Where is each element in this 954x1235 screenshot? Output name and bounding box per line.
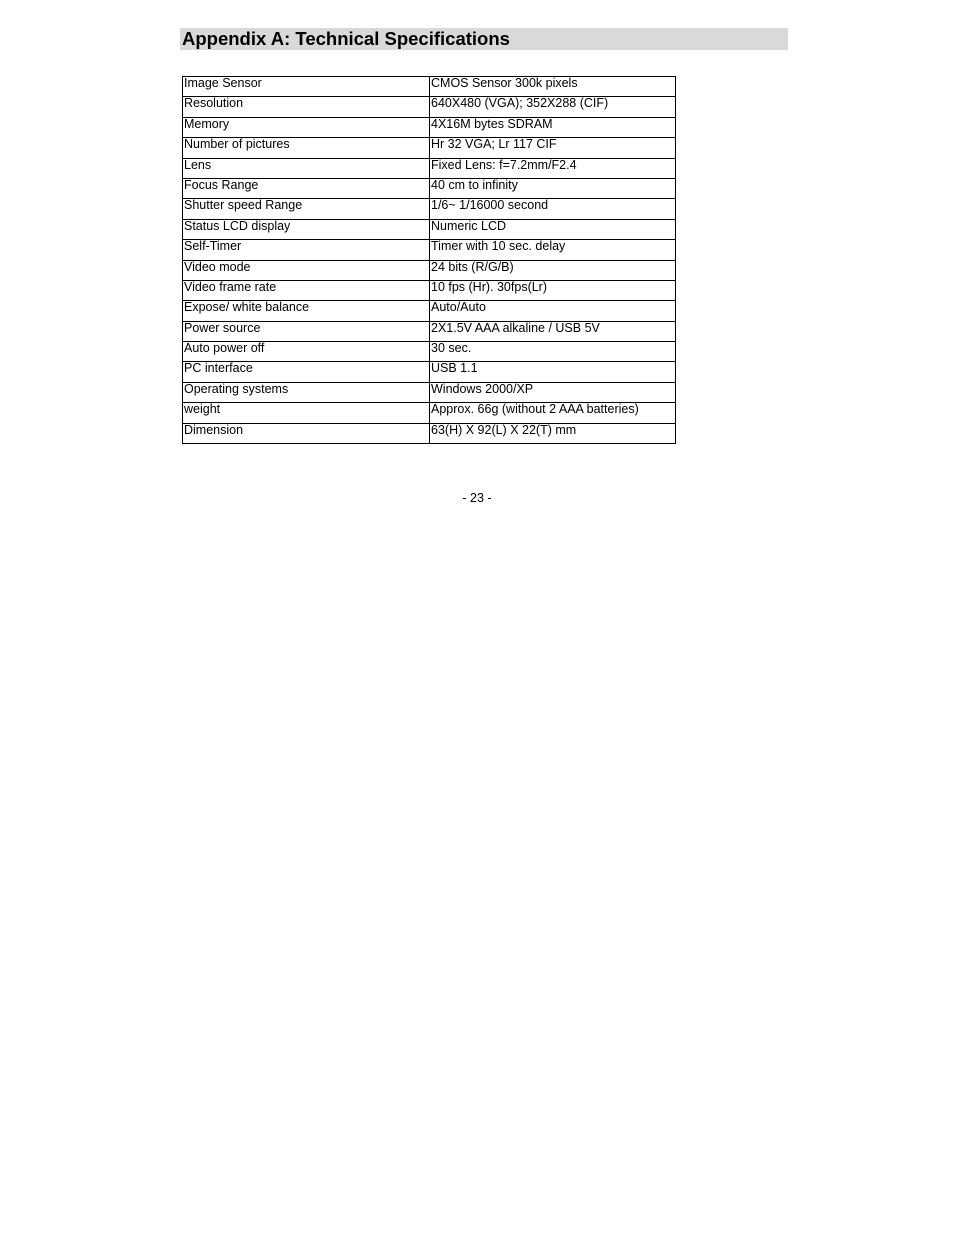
spec-label: Focus Range [183, 178, 430, 198]
spec-value: Approx. 66g (without 2 AAA batteries) [430, 403, 676, 423]
spec-label: Auto power off [183, 342, 430, 362]
spec-table-body [183, 77, 676, 444]
table-row [183, 138, 676, 158]
spec-value: 640X480 (VGA); 352X288 (CIF) [430, 97, 676, 117]
spec-value: 30 sec. [430, 342, 676, 362]
table-row [183, 178, 676, 198]
spec-label: Power source [183, 321, 430, 341]
spec-value: Auto/Auto [430, 301, 676, 321]
table-row [183, 321, 676, 341]
spec-value: 10 fps (Hr). 30fps(Lr) [430, 280, 676, 300]
spec-label: Resolution [183, 97, 430, 117]
spec-value: CMOS Sensor 300k pixels [430, 77, 676, 97]
spec-label: Dimension [183, 423, 430, 443]
table-row [183, 240, 676, 260]
spec-table [182, 76, 676, 444]
spec-label: weight [183, 403, 430, 423]
spec-label: Operating systems [183, 382, 430, 402]
spec-value: 1/6~ 1/16000 second [430, 199, 676, 219]
spec-value: 2X1.5V AAA alkaline / USB 5V [430, 321, 676, 341]
spec-value: Windows 2000/XP [430, 382, 676, 402]
table-row [183, 280, 676, 300]
table-row [183, 219, 676, 239]
table-row [183, 423, 676, 443]
spec-label: Number of pictures [183, 138, 430, 158]
spec-label: Video mode [183, 260, 430, 280]
spec-label: Status LCD display [183, 219, 430, 239]
spec-label: Video frame rate [183, 280, 430, 300]
table-row [183, 403, 676, 423]
spec-label: Memory [183, 117, 430, 137]
spec-label: Shutter speed Range [183, 199, 430, 219]
spec-value: USB 1.1 [430, 362, 676, 382]
spec-label: Self-Timer [183, 240, 430, 260]
table-row [183, 260, 676, 280]
spec-label: PC interface [183, 362, 430, 382]
table-row [183, 382, 676, 402]
page-title: Appendix A: Technical Specifications [182, 28, 510, 49]
table-row [183, 117, 676, 137]
spec-value: Hr 32 VGA; Lr 117 CIF [430, 138, 676, 158]
spec-label: Image Sensor [183, 77, 430, 97]
spec-label: Lens [183, 158, 430, 178]
spec-value: 63(H) X 92(L) X 22(T) mm [430, 423, 676, 443]
spec-value: Numeric LCD [430, 219, 676, 239]
spec-value: Timer with 10 sec. delay [430, 240, 676, 260]
table-row [183, 301, 676, 321]
spec-value: 24 bits (R/G/B) [430, 260, 676, 280]
table-row [183, 77, 676, 97]
spec-label: Expose/ white balance [183, 301, 430, 321]
title-bar [180, 28, 788, 50]
table-row [183, 199, 676, 219]
spec-value: Fixed Lens: f=7.2mm/F2.4 [430, 158, 676, 178]
table-row [183, 362, 676, 382]
table-row [183, 158, 676, 178]
table-row [183, 342, 676, 362]
page-number: - 23 - [462, 491, 492, 505]
table-row [183, 97, 676, 117]
spec-value: 40 cm to infinity [430, 178, 676, 198]
spec-value: 4X16M bytes SDRAM [430, 117, 676, 137]
